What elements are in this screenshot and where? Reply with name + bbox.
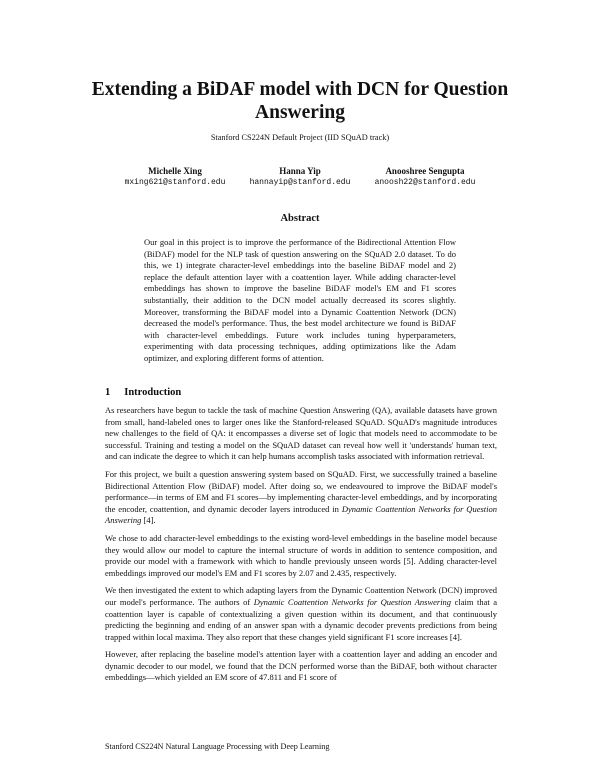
author-email: anoosh22@stanford.edu xyxy=(374,178,476,187)
paragraph-2: For this project, we built a question answering system based on SQuAD. First, we successfully trained a baseline Bidirectional Attention Flow (BiDAF) model. After doing so, we endeavoured to improve the BiDAF model's performance—in terms of EM and F1 scores—by implementing character-level embeddings, and by incorporating the encoder, coattention, and dynamic decoder layers introduced in Dynamic Coattention Networks for Question Answering [4]. xyxy=(105,468,498,526)
abstract-heading: Abstract xyxy=(280,213,320,224)
author-name: Michelle Xing xyxy=(148,166,202,176)
citation-title: Dynamic Coattention Networks for Question Answering xyxy=(105,503,498,526)
author-email: mxing621@stanford.edu xyxy=(124,178,226,187)
section-heading xyxy=(105,387,181,398)
paper-subtitle: Stanford CS224N Default Project (IID SQuAD track) xyxy=(210,133,390,142)
paper-title-line-1: Extending a BiDAF model with DCN for Question xyxy=(91,79,509,100)
author-email: hannayip@stanford.edu xyxy=(249,178,351,187)
author-3 xyxy=(335,165,515,189)
section-number: 1 xyxy=(105,387,111,398)
section-title: Introduction xyxy=(124,387,182,398)
paper-title-line-2: Answering xyxy=(255,102,345,123)
page-footer: Stanford CS224N Natural Language Processing with Deep Learning xyxy=(105,742,330,751)
paper-title xyxy=(60,78,540,124)
citation-title: Dynamic Coattention Networks for Question Answering xyxy=(253,596,452,607)
author-name: Hanna Yip xyxy=(279,166,321,176)
paragraph-5: However, after replacing the baseline model's attention layer with a coattention layer and adding an encoder and dynamic decoder to our model, we found that the DCN performed worse than the BiDAF, both without character embeddings—which yielded an EM score of 47.811 and F1 score of xyxy=(105,649,497,683)
author-name: Anooshree Sengupta xyxy=(385,166,465,176)
paragraph-1: As researchers have begun to tackle the task of machine Question Answering (QA), available datasets have grown from small, hand-labeled ones to larger ones like the Stanford-released SQuAD. SQuAD's magnitude introduces new challenges to the field of QA: it encompasses a diverse set of logic that models need to accommodate to be successful. Training and testing a model on the SQuAD dataset can reveal how well it 'understands' human text, and can indicate the degree to which it can help humans accomplish tasks associated with information retrieval. xyxy=(105,405,497,462)
abstract-text: Our goal in this project is to improve the performance of the Bidirectional Attention Flow (BiDAF) model for the NLP task of question answering on the SQuAD 2.0 dataset. To do this, we 1) integrate character-level embeddings into the baseline BiDAF model and 2) replace the default attention layer with a coattention layer. While adding character-level embeddings has shown to improve the baseline BiDAF model's EM and F1 scores substantially, their addition to the DCN model actually decreased its scores slightly. Moreover, transforming the BiDAF model into a Dynamic Coattention Network (DCN) decreased the model's performance. Thus, the best model architecture we found is BiDAF with character-level embeddings. Future work includes tuning hyperparameters, experimenting with data processing techniques, adding optimizations like the Adam optimizer, and exploring different forms of attention. xyxy=(144,237,456,363)
section-body xyxy=(105,405,497,690)
paragraph-3: We chose to add character-level embeddings to the existing word-level embeddings in the baseline model because they would allow our model to capture the internal structure of words in addition to sentence composition, and provide our model with a framework with which to handle previously unseen words [5]. Adding character-level embeddings improved our model's EM and F1 scores by 2.07 and 2.435, respectively. xyxy=(105,532,497,578)
paragraph-4: We then investigated the extent to which adapting layers from the Dynamic Coattention Network (DCN) improved our model's performance. The authors of Dynamic Coattention Networks for Question Answering claim that a coattention layer is capable of contextualizing a given question within its document, and that continuously predicting the beginning and ending of an answer span with a dynamic decoder prevents predictions from being trapped within local maxima. They also report that these changes yield significant F1 score increases [4]. xyxy=(105,585,497,642)
